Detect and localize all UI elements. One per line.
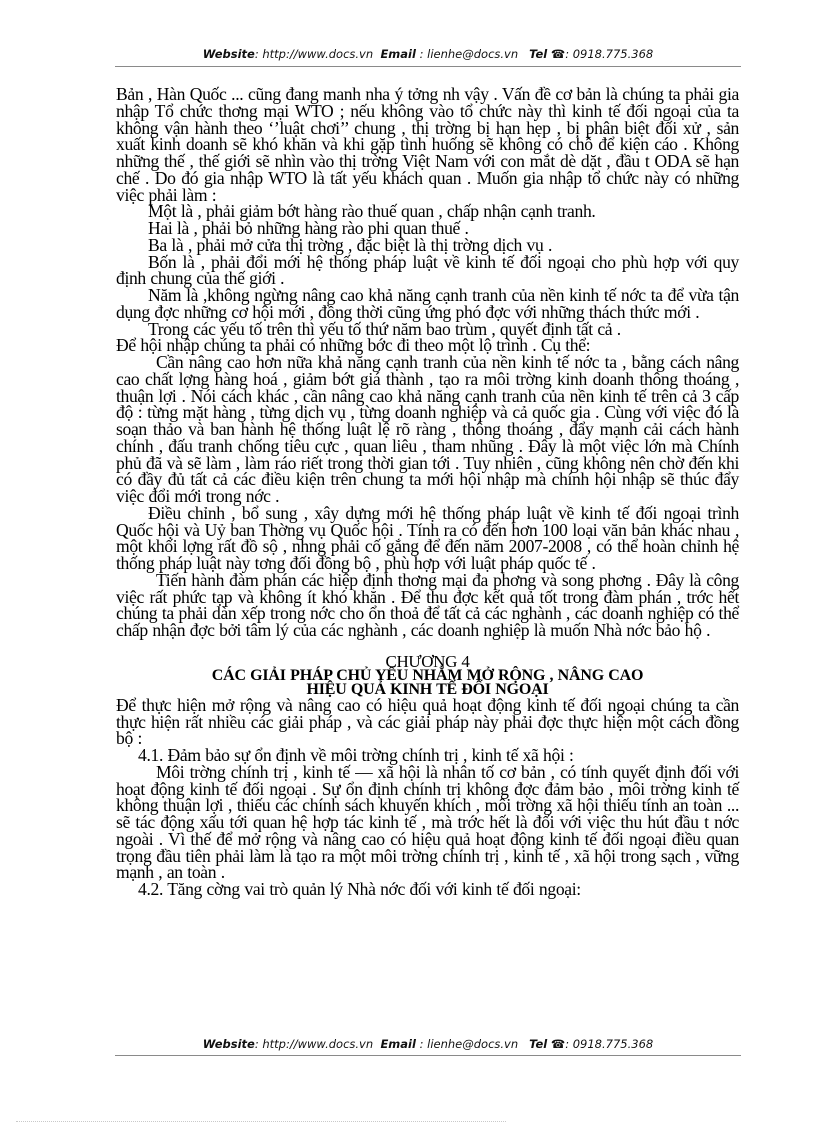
page-edge-dotted-line — [16, 1121, 506, 1122]
header-tel-label: Tel — [529, 47, 548, 61]
phone-icon: ☎ — [550, 1037, 566, 1051]
chapter-title-line-1: CÁC GIẢI PHÁP CHỦ YẾU NHẰM MỞ RỘNG , NÂNG CAO — [211, 666, 644, 684]
header-rule — [115, 66, 741, 67]
header-tel-value: : 0918.775.368 — [565, 47, 654, 61]
footer-website-label: Website — [202, 1037, 255, 1051]
header-email-link[interactable]: : lienhe@docs.vn — [415, 47, 519, 61]
document-body — [116, 86, 739, 898]
chapter-title-line-2: HIỆU QUẢ KINH TẾ ĐỐI NGOẠI — [306, 680, 549, 698]
section-heading-4-1: 4.1. Đảm bảo sự ổn định về môi trờng chính trị , kinh tế xã hội : — [138, 745, 574, 765]
footer-tel-value: : 0918.775.368 — [565, 1037, 654, 1051]
chapter-number: CHƯƠNG 4 — [385, 651, 470, 671]
paragraph: Để hội nhập chúng ta phải có những bớc đi theo một lộ trình . Cụ thể: — [116, 335, 591, 356]
phone-icon: ☎ — [550, 47, 566, 61]
paragraph: Trong các yếu tố trên thì yếu tố thứ năm bao trùm , quyết định tất cả . — [148, 318, 621, 339]
paragraph: Tiến hành đàm phán các hiệp định thơng mại đa phơng và song phơng . Đây là công việc rất phức tạp và không ít khó khăn . Để thu đợc kết quả tốt trong đàm phán , trớc hết chúng ta phải dàn xếp trong nớc cho ổn thoả để tất cả các nghành , các doanh nghiệp có thể chấp nhận đợc bởi tâm lý của các nghành , các doanh nghiệp là muốn Nhà nớc bảo hộ . — [116, 569, 739, 640]
page-footer — [115, 1037, 741, 1051]
list-item: Hai là , phải bỏ những hàng rào phi quan thuế . — [148, 218, 469, 238]
section-heading-4-2: 4.2. Tăng cờng vai trò quản lý Nhà nớc đối với kinh tế đối ngoại: — [138, 879, 581, 899]
header-email-label: Email — [380, 47, 416, 61]
paragraph: Để thực hiện mở rộng và nâng cao có hiệu quả hoạt động kinh tế đối ngoại chúng ta cần thực hiện rất nhiều các giải pháp , và các giải pháp này phải đợc thực hiện một cách đồng bộ : — [116, 694, 739, 749]
paragraph: Điều chỉnh , bổ sung , xây dựng mới hệ thống pháp luật về kinh tế đối ngoại trình Quốc hội và Uỷ ban Thờng vụ Quốc hội . Tính ra có đến hơn 100 loại văn bản khác nhau , một khối lợng rất đồ sộ , nhng phải cố gắng để đến năm 2007-2008 , có thể hoàn chỉnh hệ thống pháp luật này tơng đối đồng bộ , phù hợp với luật pháp quốc tế . — [116, 502, 739, 573]
list-item: Ba là , phải mở cửa thị trờng , đặc biệt là thị trờng dịch vụ . — [148, 234, 553, 255]
paragraph: Môi trờng chính trị , kinh tế — xã hội là nhân tố cơ bản , có tính quyết định đối với hoạt động kinh tế đối ngoại . Sự ổn định chính trị không đợc đảm bảo , môi trờng kinh tế không thuận lợi , thiếu các chính sách khuyến khích , môi trờng xã hội thiếu tính an toàn ... sẽ tác động xấu tới quan hệ hợp tác kinh tế , mà trớc hết là đối với việc thu hút đầu t nớc ngoài . Vì thế để mở rộng và nâng cao có hiệu quả hoạt động kinh tế đối ngoại điều quan trọng đầu tiên phải làm là tạo ra một môi trờng chính trị , kinh tế , xã hội trong sạch , vững mạnh , an toàn . — [116, 761, 739, 883]
header-website-label: Website — [202, 47, 255, 61]
paragraph: Cần nâng cao hơn nữa khả năng cạnh tranh của nền kinh tế nớc ta , bằng cách nâng cao chất lợng hàng hoá , giảm bớt giá thành , tạo ra môi trờng kinh doanh thông thoáng , thuận lợi . Nói cách khác , cần nâng cao khả năng cạnh tranh của nền kinh tế trên cả 3 cấp độ : từng mặt hàng , từng dịch vụ , từng doanh nghiệp và cả quốc gia . Cùng với việc đó là soạn thảo và ban hành hệ thống luật lệ rõ ràng , thông thoáng , đẩy mạnh cải cách hành chính , đấu tranh chống tiêu cực , quan liêu , tham nhũng . Đây là một việc lớn mà Chính phủ đã và sẽ làm , làm ráo riết trong thời gian tới . Tuy nhiên , cũng không nên chờ đến khi có đầy đủ tất cả các điều kiện trên chung ta mới hội nhập mà chính hội nhập sẽ thúc đẩy việc đổi mới trong nớc . — [116, 352, 739, 506]
list-item: Bốn là , phải đổi mới hệ thống pháp luật về kinh tế đối ngoại cho phù hợp với quy định chung của thế giới . — [116, 251, 739, 289]
list-item: Năm là ,không ngừng nâng cao khả năng cạnh tranh của nền kinh tế nớc ta để vừa tận dụng đợc những cơ hội mới , đồng thời cũng ứng phó đợc với những thách thức mới . — [116, 285, 739, 322]
list-item: Một là , phải giảm bớt hàng rào thuế quan , chấp nhận cạnh tranh. — [148, 201, 596, 222]
page-header — [115, 47, 741, 61]
header-website-link[interactable]: : http://www.docs.vn — [254, 47, 374, 61]
footer-email-label: Email — [380, 1037, 416, 1051]
footer-email-link[interactable]: : lienhe@docs.vn — [415, 1037, 519, 1051]
paragraph: Bản , Hàn Quốc ... cũng đang manh nha ý tởng nh vậy . Vấn đề cơ bản là chúng ta phải gia nhập Tổ chức thơng mại WTO ; nếu không vào tổ chức này thì kinh tế đối ngoại của ta không vận hành theo ‘’luật chơi’’ chung , thị trờng bị hạn hẹp , bị phân biệt đối xử , sản xuất kinh doanh sẽ khó khăn và khi gặp tình huống sẽ không có chỗ để kiện cáo . Không những thế , thế giới sẽ nhìn vào thị trờng Việt Nam với con mắt dè dặt , đầu t ODA sẽ hạn chế . Do đó gia nhập WTO là tất yếu khách quan . Muốn gia nhập tổ chức này có những việc phải làm : — [116, 84, 739, 205]
footer-tel-label: Tel — [529, 1037, 548, 1051]
footer-rule — [115, 1055, 741, 1056]
footer-website-link[interactable]: : http://www.docs.vn — [254, 1037, 374, 1051]
